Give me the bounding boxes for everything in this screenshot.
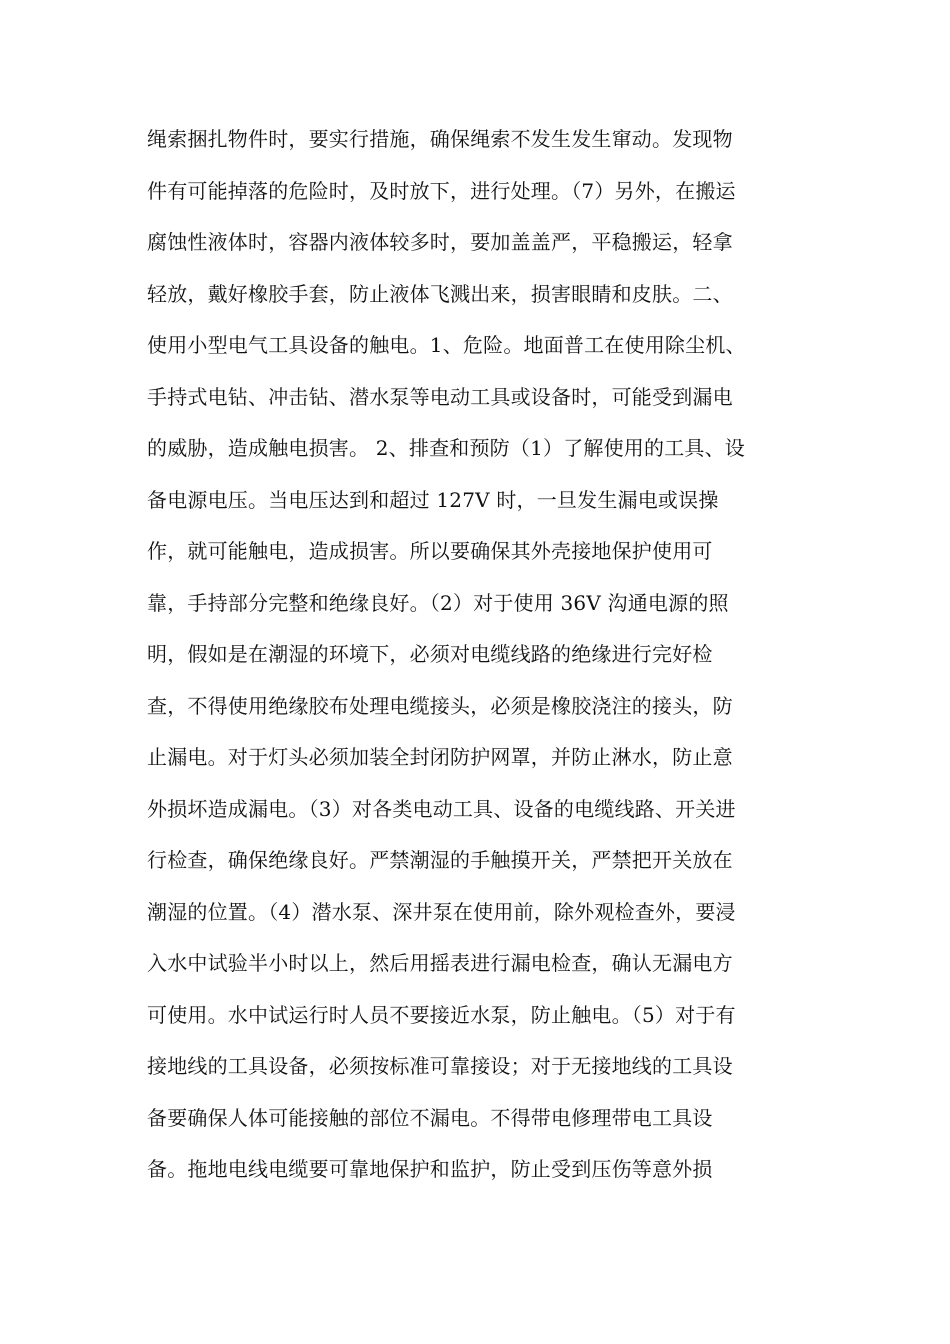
text-line: 行检查，确保绝缘良好。严禁潮湿的手触摸开关，严禁把开关放在 <box>147 848 733 872</box>
text-line: 的威胁，造成触电损害。 2、排查和预防（1）了解使用的工具、设 <box>147 436 746 460</box>
text-line: 备电源电压。当电压达到和超过 127V 时，一旦发生漏电或误操 <box>147 487 719 512</box>
text-line: 潮湿的位置。（4）潜水泵、深井泵在使用前，除外观检查外，要浸 <box>147 899 736 924</box>
text-line: 外损坏造成漏电。（3）对各类电动工具、设备的电缆线路、开关进 <box>147 796 736 821</box>
text-line: 备要确保人体可能接触的部位不漏电。不得带电修理带电工具设 <box>147 1105 713 1130</box>
text-line: 使用小型电气工具设备的触电。1、危险。地面普工在使用除尘机、 <box>147 333 746 357</box>
text-line: 轻放，戴好橡胶手套，防止液体飞溅出来，损害眼睛和皮肤。二、 <box>147 281 733 306</box>
text-line: 明，假如是在潮湿的环境下，必须对电缆线路的绝缘进行完好检 <box>147 642 713 666</box>
text-line: 手持式电钻、冲击钻、潜水泵等电动工具或设备时，可能受到漏电 <box>147 384 733 409</box>
text-line: 腐蚀性液体时，容器内液体较多时，要加盖盖严，平稳搬运，轻拿 <box>147 230 733 254</box>
text-line: 接地线的工具设备，必须按标准可靠接设；对于无接地线的工具设 <box>147 1054 733 1078</box>
body-text <box>147 117 812 1199</box>
text-line: 备。拖地电线电缆要可靠地保护和监护，防止受到压伤等意外损 <box>147 1157 713 1181</box>
text-line: 作，就可能触电，造成损害。所以要确保其外壳接地保护使用可 <box>147 539 713 563</box>
text-line: 件有可能掉落的危险时，及时放下，进行处理。（7）另外，在搬运 <box>147 178 736 203</box>
text-line: 查，不得使用绝缘胶布处理电缆接头，必须是橡胶浇注的接头，防 <box>147 693 733 718</box>
text-line: 止漏电。对于灯头必须加装全封闭防护网罩，并防止淋水，防止意 <box>147 745 733 769</box>
text-line: 靠，手持部分完整和绝缘良好。（2）对于使用 36V 沟通电源的照 <box>147 590 729 615</box>
text-line: 绳索捆扎物件时，要实行措施，确保绳索不发生发生窜动。发现物 <box>147 127 733 151</box>
text-line: 可使用。水中试运行时人员不要接近水泵，防止触电。（5）对于有 <box>147 1002 736 1027</box>
text-line: 入水中试验半小时以上，然后用摇表进行漏电检查，确认无漏电方 <box>147 951 733 975</box>
